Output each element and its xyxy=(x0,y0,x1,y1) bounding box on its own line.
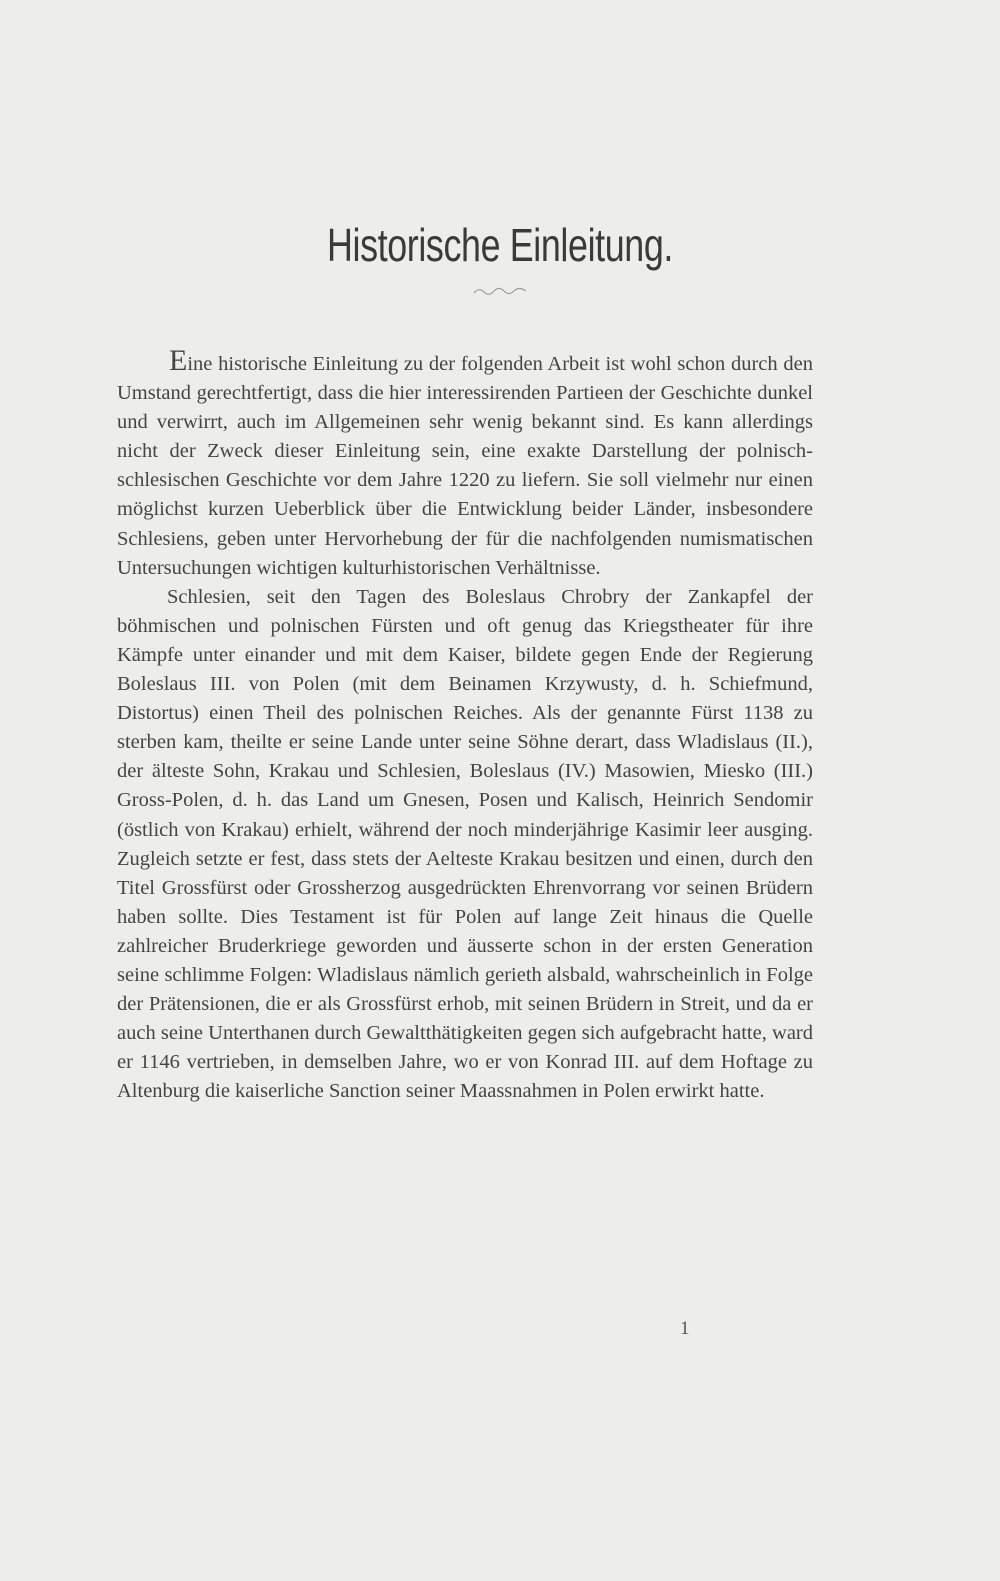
paragraph xyxy=(117,583,813,1107)
body-text xyxy=(117,344,813,1106)
chapter-title: Historische Einleitung. xyxy=(326,219,674,271)
page-number: 1 xyxy=(680,1318,690,1339)
flourish-ornament-icon xyxy=(0,284,1000,302)
paragraph-text: ine historische Einleitung zu der folgenden Arbeit ist wohl schon durch den Umstand gerechtfertigt, dass die hier interessirenden Partieen der Geschichte dunkel und verwirrt, auch im Allgemeinen sehr wenig bekannt sind. Es kann allerdings nicht der Zweck dieser Einleitung sein, eine exakte Darstellung der polnisch-schlesischen Geschichte vor dem Jahre 1220 zu liefern. Sie soll vielmehr nur einen möglichst kurzen Ueberblick über die Entwicklung beider Länder, insbesondere Schlesiens, geben unter Hervorhebung der für die nachfolgenden numismatischen Untersuchungen wichtigen kulturhistorischen Verhältnisse. xyxy=(117,353,813,579)
initial-letter: E xyxy=(169,344,188,377)
paragraph-text: Schlesien, seit den Tagen des Boleslaus Chrobry der Zankapfel der böhmischen und polnischen Fürsten und oft genug das Kriegstheater für ihre Kämpfe unter einander und mit dem Kaiser, bildete gegen Ende der Regierung Boleslaus III. von Polen (mit dem Beinamen Krzywusty, d. h. Schiefmund, Distortus) einen Theil des polnischen Reiches. Als der genannte Fürst 1138 zu sterben kam, theilte er seine Lande unter seine Söhne derart, dass Wladislaus (II.), der älteste Sohn, Krakau und Schlesien, Boleslaus (IV.) Masowien, Miesko (III.) Gross-Polen, d. h. das Land um Gnesen, Posen und Kalisch, Heinrich Sendomir (östlich von Krakau) erhielt, während der noch minderjährige Kasimir leer ausging. Zugleich setzte er fest, dass stets der Aelteste Krakau besitzen und einen, durch den Titel Grossfürst oder Grossherzog ausgedrückten Ehrenvorrang vor seinen Brüdern haben sollte. Dies Testament ist für Polen auf lange Zeit hinaus die Quelle zahlreicher Bruderkriege geworden und äusserte schon in der ersten Generation seine schlimme Folgen: Wladislaus nämlich gerieth alsbald, wahrscheinlich in Folge der Prätensionen, die er als Grossfürst erhob, mit seinen Brüdern in Streit, und da er auch seine Unterthanen durch Gewaltthätigkeiten gegen sich aufgebracht hatte, ward er 1146 vertrieben, in demselben Jahre, wo er von Konrad III. auf dem Hoftage zu Altenburg die kaiserliche Sanction seiner Maassnahmen in Polen erwirkt hatte. xyxy=(117,585,813,1103)
paragraph xyxy=(117,344,813,583)
